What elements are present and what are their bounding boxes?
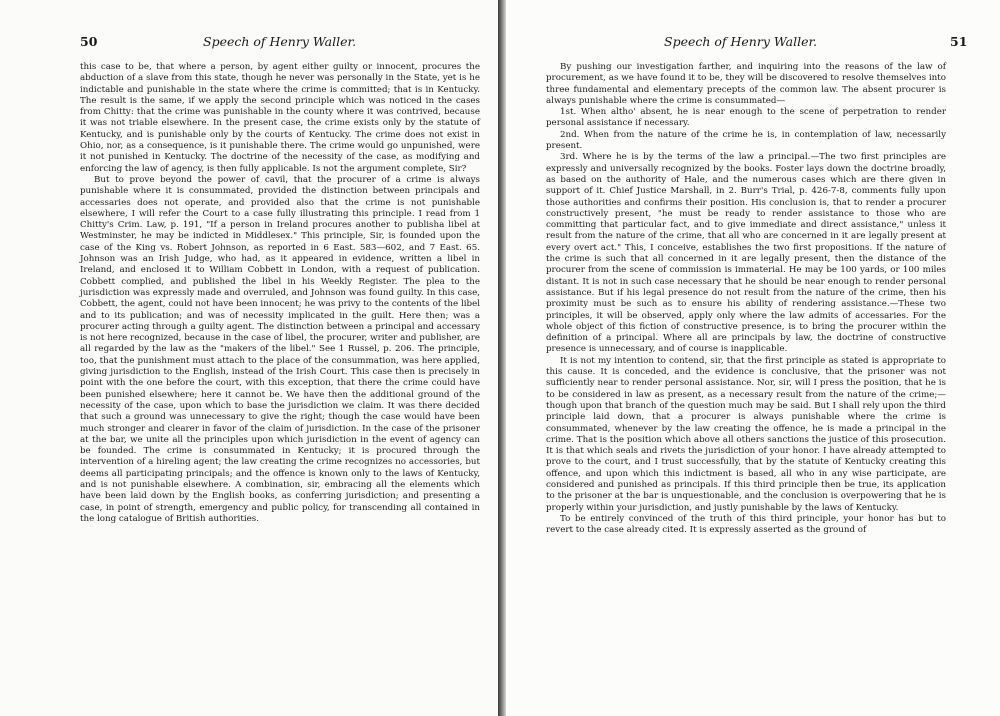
right-page [506, 0, 1000, 716]
paragraph: 2nd. When from the nature of the crime he is, in contemplation of law, necessarily present. [546, 129, 946, 152]
running-head: Speech of Henry Waller. [203, 34, 357, 49]
left-page [0, 0, 498, 716]
page-number: 51 [950, 34, 968, 49]
book-gutter [498, 0, 506, 716]
paragraph: 3rd. Where he is by the terms of the law a principal.—The two first principles are expressly and universally recognized by the books. Foster lays down the doctrine broadly, as based on the authority of Hale, and the numerous cases which are there given in support of it. Chief Justice Marshall, in 2. Burr's Trial, p. 426-7-8, comments fully upon those authorities and confirms their position. His conclusion is, that to render a procurer constructively present, "he must be ready to render assistance to those who are committing that particular fact, and to give immediate and direct assistance," unless it result from the nature of the crime, that all who are concerned in it are legally present at every overt act." This, I conceive, establishes the two first propositions. If the nature of the crime is such that all concerned in it are legally present, then the distance of the procurer from the scene of commission is immaterial. He may be 100 yards, or 100 miles distant. It is not in such case necessary that he should be near enough to render personal assistance. But if his legal presence do not result from the nature of the crime, then his proximity must be such as to ensure his ability of rendering assistance.—These two principles, it will be observed, apply only where the law admits of accessaries. For the whole object of this fiction of constructive presence, is to bring the procurer within the definition of a principal. Where all are principals by law, the doctrine of constructive presence is unnecessary, and of course is inapplicable. [546, 152, 946, 355]
page-number: 50 [80, 34, 98, 49]
paragraph: this case to be, that where a person, by agent either guilty or innocent, procures the abduction of a slave from this state, though he never was personally in the State, yet is he indictable and punishable in the state where the crime is committed; that is in Kentucky. The result is the same, if we apply the second principle which was noticed in the cases from Chitty: that the crime was punishable in the county where it was contrived, because it was not triable elsewhere. In the present case, the crime exists only by the statute of Kentucky, and is punishable only by the courts of Kentucky. The crime does not exist in Ohio, nor, as a consequence, is it punishable there. The crime would go unpunished, were it not punished in Kentucky. The doctrine of the necessity of the case, as modifying and enforcing the law of agency, is then fully applicable. Is not the argument complete, Sir? [80, 62, 480, 174]
paragraph: By pushing our investigation farther, and inquiring into the reasons of the law of procurement, as we have found it to be, they will be discovered to resolve themselves into three fundamental and elementary precepts of the common law. The absent procurer is always punishable where the crime is consummated— [546, 62, 946, 106]
paragraph: It is not my intention to contend, sir, that the first principle as stated is appropriate to this cause. It is conceded, and the evidence is conclusive, that the prisoner was not sufficiently near to render personal assistance. Nor, sir, will I press the position, that he is to be considered in law as present, as a necessary result from the nature of the crime;—though upon that branch of the question much may be said. But I shall rely upon the third principle laid down, that a procurer is always punishable where the crime is consummated, whenever by the law creating the offence, he is made a principal in the crime. That is the position which above all others sanctions the justice of this prosecution. It is that which seals and rivets the jurisdiction of your honor. I have already attempted to prove to the court, and I trust successfully, that by the statute of Kentucky creating this offence, and upon which this indictment is based, all who in any wise participate, are considered and punished as principals. If this third principle then be true, its application to the prisoner at the bar is unquestionable, and the conclusion is overpowering that he is properly within your jurisdiction, and justly punishable by the laws of Kentucky. [546, 355, 946, 513]
running-head: Speech of Henry Waller. [664, 34, 818, 49]
paragraph: 1st. When altho' absent, he is near enough to the scene of perpetration to render personal assistance if necessary. [546, 107, 946, 129]
paragraph: But to prove beyond the power of cavil, that the procurer of a crime is always punishable where it is consummated, provided the distinction between principals and accessaries does not operate, and provided also that the crime is not punishable elsewhere, I will refer the Court to a case fully illustrating this principle. I read from 1 Chitty's Crim. Law, p. 191, "If a person in Ireland procures another to publisha libel at Westminster, he may be indicted in Middlesex." This principle, Sir, is founded upon the case of the King vs. Robert Johnson, as reported in 6 East. 583—602, and 7 East. 65. Johnson was an Irish Judge, who had, as it appeared in evidence, written a libel in Ireland, and enclosed it to William Cobbett in London, with a request of publication. Cobbett complied, and published the libel in his Weekly Register. The plea to the jurisdiction was expressly made and overruled, and Johnson was found guilty. In this case, Cobbett, the agent, could not have been innocent; he was privy to the contents of the libel and to its publication; and was of necessity implicated in the guilt. Here then; was a procurer acting through a guilty agent. The distinction between a principal and accessary is not here recognized, because in the case of libel, the procurer, writer and publisher, are all regarded by the law as the "makers of the libel." See 1 Russel, p. 206. The principle, too, that the punishment must attach to the place of the consummation, was here applied, giving jurisdiction to the English, instead of the Irish Court. This case then is precisely in point with the one before the court, with this exception, that there the crime could have been punished elsewhere; here it cannot be. We have then the additional ground of the necessity of the case, upon which to base the jurisdiction we claim. It was there decided that such a ground was unnecessary to give the right; though the case would have been much stronger and clearer in favor of the claim of jurisdiction. In the case of the prisoner at the bar, we unite all the principles upon which jurisdiction in the event of agency can be founded. The crime is consummated in Kentucky; it is procured through the intervention of a hireling agent; the law creating the crime recognizes no accessories, but deems all participating principals; and the offence is known only to the laws of Kentucky, and is not punishable elsewhere. A combination, sir, embracing all the elements which have been laid down by the English books, as conferring jurisdiction; and presenting a case, in point of strength, emergency and public policy, for transcending all contained in the long catalogue of British authorities. [80, 174, 480, 524]
page-body [546, 62, 946, 536]
page-body [80, 62, 480, 525]
paragraph: To be entirely convinced of the truth of this third principle, your honor has but to revert to the case already cited. It is expressly asserted as the ground of [546, 513, 946, 536]
